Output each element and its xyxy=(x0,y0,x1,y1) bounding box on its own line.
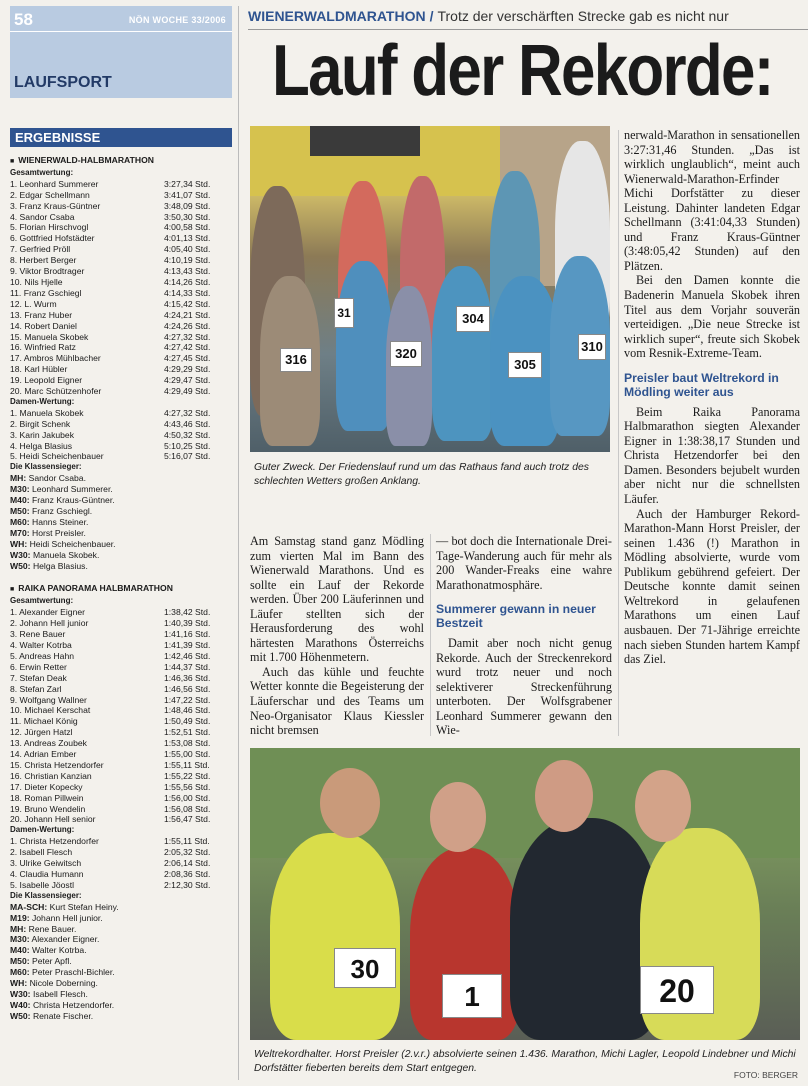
class-winner-name: Renate Fischer. xyxy=(32,1010,94,1021)
result-name: 2. Isabell Flesch xyxy=(10,847,73,858)
result-row xyxy=(10,332,232,343)
result-name: 5. Florian Hirschvogl xyxy=(10,222,89,233)
photo-face xyxy=(635,770,691,842)
column-divider xyxy=(618,130,619,736)
result-time: 1:40,39 Std. xyxy=(164,618,211,629)
result-time: 3:41,07 Std. xyxy=(164,189,211,200)
result-time: 4:29,29 Std. xyxy=(164,364,211,375)
result-name: 4. Helga Blasius xyxy=(10,440,73,451)
result-time: 4:14,33 Std. xyxy=(164,287,211,298)
class-code: WH: xyxy=(10,538,28,549)
results-block-heading: ■ WIENERWALD-HALBMARATHON xyxy=(10,155,232,168)
result-time: 2:06,14 Std. xyxy=(164,858,211,869)
photo-runner xyxy=(510,818,660,1040)
result-time: 1:56,08 Std. xyxy=(164,803,211,814)
class-code: M40: xyxy=(10,945,30,956)
class-winners-label: Die Klassensieger: xyxy=(10,462,82,472)
result-row xyxy=(10,793,232,804)
photo-runner xyxy=(270,833,400,1040)
result-time: 4:05,40 Std. xyxy=(164,244,211,255)
class-winner xyxy=(10,945,232,956)
result-row xyxy=(10,408,232,419)
result-row xyxy=(10,880,232,891)
class-code: M60: xyxy=(10,967,30,978)
photo-sign xyxy=(310,126,420,156)
class-winner-name: Franz Kraus-Güntner. xyxy=(31,495,115,506)
class-winner-name: Manuela Skobek. xyxy=(32,549,100,560)
result-name: 17. Dieter Kopecky xyxy=(10,781,83,792)
result-time: 4:43,46 Std. xyxy=(164,418,211,429)
result-time: 1:56,47 Std. xyxy=(164,814,211,825)
page-header-band xyxy=(10,6,232,98)
result-time: 1:42,46 Std. xyxy=(164,650,211,661)
result-row xyxy=(10,342,232,353)
result-row xyxy=(10,419,232,430)
result-time: 3:48,09 Std. xyxy=(164,200,211,211)
class-winner xyxy=(10,924,232,935)
result-row xyxy=(10,244,232,255)
class-winner xyxy=(10,1011,232,1022)
result-name: 5. Heidi Scheichenbauer xyxy=(10,451,104,462)
results-sidebar xyxy=(0,0,236,1086)
result-row xyxy=(10,629,232,640)
result-row xyxy=(10,222,232,233)
photo-face xyxy=(320,768,380,838)
result-row xyxy=(10,618,232,629)
result-name: 3. Karin Jakubek xyxy=(10,429,75,440)
result-row xyxy=(10,749,232,760)
result-time: 4:24,26 Std. xyxy=(164,320,211,331)
results-block-heading: ■ RAIKA PANORAMA HALBMARATHON xyxy=(10,583,232,596)
result-row xyxy=(10,858,232,869)
result-time: 1:47,22 Std. xyxy=(164,694,211,705)
class-winner xyxy=(10,484,232,495)
article-paragraph: Beim Raika Panorama Halbmarathon siegten Alexander Eigner in 1:38:38,17 Stunden und Christa Hetzendorfer bei den Damen. Besonders bejubelt wurden aber nicht nur die schnellsten Läufer. xyxy=(624,404,800,507)
result-time: 1:50,49 Std. xyxy=(164,716,211,727)
class-code: W40: xyxy=(10,999,31,1010)
race-bib: 20 xyxy=(640,966,714,1014)
class-code: M50: xyxy=(10,956,30,967)
class-winner-name: Alexander Eigner. xyxy=(31,934,100,945)
result-row xyxy=(10,847,232,858)
result-row xyxy=(10,441,232,452)
race-bib: 304 xyxy=(456,306,490,332)
result-time: 4:27,45 Std. xyxy=(164,353,211,364)
class-code: WH: xyxy=(10,978,28,989)
result-row xyxy=(10,640,232,651)
race-bib: 316 xyxy=(280,348,312,372)
result-row xyxy=(10,190,232,201)
class-winner-name: Isabell Flesch. xyxy=(32,988,88,999)
result-time: 1:56,00 Std. xyxy=(164,792,211,803)
class-winner-name: Leonhard Summerer. xyxy=(31,484,113,495)
result-name: 2. Edgar Schellmann xyxy=(10,189,90,200)
class-winner xyxy=(10,902,232,913)
result-time: 4:13,43 Std. xyxy=(164,266,211,277)
result-name: 5. Isabelle Jöostl xyxy=(10,879,75,890)
class-code: M60: xyxy=(10,516,30,527)
photo-credit: FOTO: BERGER xyxy=(733,1070,798,1080)
result-name: 17. Ambros Mühlbacher xyxy=(10,353,101,364)
class-winner xyxy=(10,561,232,572)
result-name: 18. Karl Hübler xyxy=(10,364,68,375)
result-row xyxy=(10,299,232,310)
result-row xyxy=(10,771,232,782)
result-row xyxy=(10,607,232,618)
result-name: 11. Franz Gschiegl xyxy=(10,287,82,298)
class-winner xyxy=(10,528,232,539)
class-code: W30: xyxy=(10,549,31,560)
result-time: 1:55,00 Std. xyxy=(164,749,211,760)
result-row xyxy=(10,716,232,727)
headline: Lauf der Rekorde: xyxy=(272,31,773,111)
class-winner xyxy=(10,956,232,967)
column-divider xyxy=(238,6,239,1080)
photo-face xyxy=(535,760,593,832)
result-name: 4. Sandor Csaba xyxy=(10,211,75,222)
race-bib: 1 xyxy=(442,974,502,1018)
photo2-caption: Weltrekordhalter. Horst Preisler (2.v.r.) absolvierte seinen 1.436. Marathon, Michi Lagler, Leopold Lindebner und Michi Dorfstätter fieberten bereits dem Start entgegen. xyxy=(254,1049,796,1074)
race-bib: 31 xyxy=(334,298,354,328)
result-row xyxy=(10,695,232,706)
result-time: 4:27,32 Std. xyxy=(164,407,211,418)
result-name: 4. Walter Kotrba xyxy=(10,639,72,650)
class-winner xyxy=(10,550,232,561)
result-name: 2. Birgit Schenk xyxy=(10,418,71,429)
class-winner xyxy=(10,473,232,484)
article-paragraph: Damit aber noch nicht genug Rekorde. Auch der Streckenrekord wurd trotz neuer und noch selektiverer Streckenführung unterboten. Der Wolfsgrabener Leonhard Summerer gewann den Wie- xyxy=(436,636,612,738)
result-row xyxy=(10,804,232,815)
class-winner xyxy=(10,913,232,924)
page-number: 58 xyxy=(14,10,33,29)
class-winner-name: Franz Gschiegl. xyxy=(31,506,93,516)
result-row xyxy=(10,662,232,673)
header-divider xyxy=(10,31,232,32)
result-time: 1:52,51 Std. xyxy=(164,727,211,738)
class-code: MA-SCH: xyxy=(10,901,48,912)
result-time: 4:29,47 Std. xyxy=(164,375,211,386)
result-row xyxy=(10,651,232,662)
result-row xyxy=(10,673,232,684)
result-time: 4:01,13 Std. xyxy=(164,233,211,244)
class-code: M30: xyxy=(10,934,30,945)
result-time: 1:53,08 Std. xyxy=(164,738,211,749)
kicker-text: Trotz der verschärften Strecke gab es nicht nur xyxy=(437,8,729,24)
class-winner-name: Heidi Scheichenbauer. xyxy=(29,538,116,549)
class-winner xyxy=(10,967,232,978)
class-winner-name: Johann Hell junior. xyxy=(31,912,103,923)
result-time: 1:41,39 Std. xyxy=(164,639,211,650)
result-name: 3. Franz Kraus-Güntner xyxy=(10,200,101,211)
article-column-1 xyxy=(250,534,424,738)
class-code: W30: xyxy=(10,988,31,999)
result-time: 4:00,58 Std. xyxy=(164,222,211,233)
result-row xyxy=(10,179,232,190)
class-code: M40: xyxy=(10,495,30,506)
result-name: 2. Johann Hell junior xyxy=(10,618,89,629)
article-paragraph: — bot doch die Internationale Drei-Tage-Wanderung auch für mehr als 200 Wander-Freaks eine wahre Marathonatmosphäre. xyxy=(436,534,612,592)
result-name: 11. Michael König xyxy=(10,716,78,727)
result-time: 3:50,30 Std. xyxy=(164,211,211,222)
result-name: 12. L. Wurm xyxy=(10,298,57,309)
result-time: 4:24,21 Std. xyxy=(164,309,211,320)
class-winner xyxy=(10,506,232,517)
class-winner-name: Hanns Steiner. xyxy=(31,516,89,527)
result-name: 16. Christian Kanzian xyxy=(10,770,92,781)
result-name: 3. Rene Bauer xyxy=(10,629,66,640)
result-row xyxy=(10,684,232,695)
result-name: 19. Bruno Wendelin xyxy=(10,803,86,814)
result-row xyxy=(10,782,232,793)
result-name: 14. Robert Daniel xyxy=(10,320,77,331)
result-name: 15. Manuela Skobek xyxy=(10,331,89,342)
article-paragraph: Auch der Hamburger Rekord-Marathon-Mann Horst Preisler, der seinen 1.436 (!) Marathon in Mödling absolvierte, wurde vom Publikum gebührend gefeiert. Der Deutsche konnte damit seinen Weltrekord in gelaufenen Marathons um einen Lauf ausbauen. Der 71-Jährige erreichte nach sieben Stunden hartem Kampf das Ziel. xyxy=(624,506,800,667)
race-bib: 310 xyxy=(578,334,606,360)
result-name: 5. Andreas Hahn xyxy=(10,650,75,661)
result-name: 20. Marc Schützenhofer xyxy=(10,386,102,397)
result-time: 1:55,22 Std. xyxy=(164,770,211,781)
result-time: 3:27,34 Std. xyxy=(164,178,211,189)
result-name: 10. Michael Kerschat xyxy=(10,705,91,716)
result-time: 1:55,56 Std. xyxy=(164,781,211,792)
result-name: 18. Roman Pillwein xyxy=(10,792,84,803)
class-winner-name: Peter Apfl. xyxy=(31,956,72,967)
result-row xyxy=(10,310,232,321)
photo-face xyxy=(430,782,486,852)
result-row xyxy=(10,375,232,386)
result-name: 19. Leopold Eigner xyxy=(10,375,83,386)
kicker-line xyxy=(248,8,808,28)
result-name: 1. Leonhard Summerer xyxy=(10,178,99,189)
class-winner xyxy=(10,989,232,1000)
class-winner-name: Sandor Csaba. xyxy=(28,473,86,484)
article-column-3 xyxy=(624,128,800,667)
result-time: 4:14,26 Std. xyxy=(164,276,211,287)
class-winner-name: Walter Kotrba. xyxy=(31,945,87,956)
result-time: 4:50,32 Std. xyxy=(164,429,211,440)
result-time: 1:55,11 Std. xyxy=(164,759,210,770)
result-time: 1:41,16 Std. xyxy=(164,629,211,640)
column-divider xyxy=(430,534,431,736)
results-list xyxy=(10,153,232,1022)
class-winner xyxy=(10,978,232,989)
result-row xyxy=(10,353,232,364)
class-code: W50: xyxy=(10,1010,31,1021)
result-time: 1:44,37 Std. xyxy=(164,661,211,672)
results-group-label: Damen-Wertung: xyxy=(10,825,75,835)
result-row xyxy=(10,738,232,749)
result-name: 4. Claudia Humann xyxy=(10,869,84,879)
result-time: 5:10,25 Std. xyxy=(164,440,211,451)
race-bib: 320 xyxy=(390,341,422,367)
result-row xyxy=(10,869,232,880)
photo1-caption: Guter Zweck. Der Friedenslauf rund um das Rathaus fand auch trotz des schlechten Wetters großen Anklang. xyxy=(254,462,589,487)
result-name: 20. Johann Hell senior xyxy=(10,814,96,825)
article-paragraph: Am Samstag stand ganz Mödling zum vierten Mal im Bann des Wienerwald Marathons. Und es sollte ein Lauf der Rekorde werden. Über 200 Läuferinnen und Läufer stellten sich der Herausforderung des wohl härtesten Marathons Österreichs mit 1.700 Höhenmetern. xyxy=(250,534,424,665)
result-name: 10. Nils Hjelle xyxy=(10,276,63,287)
result-row xyxy=(10,814,232,825)
results-group-label: Gesamtwertung: xyxy=(10,167,74,177)
photo-record-holders xyxy=(250,748,800,1040)
result-name: 3. Ulrike Geiwitsch xyxy=(10,858,82,869)
result-name: 12. Jürgen Hatzl xyxy=(10,727,73,738)
kicker-separator: / xyxy=(429,8,434,24)
result-row xyxy=(10,451,232,462)
result-time: 4:29,49 Std. xyxy=(164,386,211,397)
race-bib: 30 xyxy=(334,948,396,988)
result-name: 6. Erwin Retter xyxy=(10,661,67,672)
class-winner xyxy=(10,934,232,945)
result-row xyxy=(10,255,232,266)
result-time: 4:27,42 Std. xyxy=(164,342,211,353)
class-winners-label: Die Klassensieger: xyxy=(10,890,82,900)
result-name: 15. Christa Hetzendorfer xyxy=(10,759,104,770)
photo-child xyxy=(336,261,392,431)
result-name: 7. Gerfried Pröll xyxy=(10,244,71,255)
results-group-label: Gesamtwertung: xyxy=(10,596,74,606)
result-name: 13. Franz Huber xyxy=(10,309,73,320)
result-name: 13. Andreas Zoubek xyxy=(10,738,87,749)
photo-child xyxy=(432,266,494,441)
class-code: M30: xyxy=(10,484,30,495)
result-time: 4:27,32 Std. xyxy=(164,331,211,342)
class-winner-name: Rene Bauer. xyxy=(28,923,77,934)
result-time: 4:15,42 Std. xyxy=(164,298,211,309)
result-row xyxy=(10,760,232,771)
result-row xyxy=(10,705,232,716)
class-winner-name: Christa Hetzendorfer. xyxy=(32,999,115,1010)
result-name: 1. Christa Hetzendorfer xyxy=(10,836,99,847)
article-column-2 xyxy=(436,534,612,738)
result-row xyxy=(10,321,232,332)
article-paragraph: Auch das kühle und feuchte Wetter konnte die Begeisterung der Läuferschar und des Teams um Neo-Organisator Klaus Kiessler nicht bremsen xyxy=(250,664,424,738)
result-row xyxy=(10,212,232,223)
result-name: 7. Stefan Deak xyxy=(10,672,67,683)
result-name: 14. Adrian Ember xyxy=(10,749,77,760)
class-code: M70: xyxy=(10,527,30,538)
result-row xyxy=(10,727,232,738)
result-name: 16. Winfried Ratz xyxy=(10,342,76,353)
section-title: LAUFSPORT xyxy=(14,74,112,91)
block-gap xyxy=(10,571,232,581)
result-name: 8. Herbert Berger xyxy=(10,255,77,266)
result-time: 2:05,32 Std. xyxy=(164,847,211,858)
class-code: MH: xyxy=(10,473,27,484)
result-name: 1. Alexander Eigner xyxy=(10,607,86,618)
kicker-topic: WIENERWALDMARATHON xyxy=(248,8,426,24)
result-name: 9. Wolfgang Wallner xyxy=(10,694,87,705)
class-winner xyxy=(10,1000,232,1011)
class-winner-name: Peter Praschl-Bichler. xyxy=(31,967,115,978)
class-code: MH: xyxy=(10,923,27,934)
result-name: 6. Gottfried Hofstädter xyxy=(10,233,95,244)
result-time: 2:08,36 Std. xyxy=(164,869,211,879)
result-row xyxy=(10,201,232,212)
result-time: 1:46,36 Std. xyxy=(164,672,211,683)
result-row xyxy=(10,288,232,299)
class-winner-name: Kurt Stefan Heiny. xyxy=(49,901,119,912)
result-row xyxy=(10,430,232,441)
result-time: 1:46,56 Std. xyxy=(164,683,211,694)
result-time: 1:48,46 Std. xyxy=(164,705,211,716)
result-row xyxy=(10,836,232,847)
result-time: 1:38,42 Std. xyxy=(164,607,211,618)
result-time: 1:55,11 Std. xyxy=(164,836,210,847)
class-code: W50: xyxy=(10,560,31,571)
results-group-label: Damen-Wertung: xyxy=(10,396,75,406)
class-winner xyxy=(10,517,232,528)
result-name: 1. Manuela Skobek xyxy=(10,407,84,418)
result-row xyxy=(10,386,232,397)
class-winner-name: Horst Preisler. xyxy=(31,527,86,538)
class-winner xyxy=(10,495,232,506)
result-row xyxy=(10,277,232,288)
class-code: M50: xyxy=(10,506,30,516)
result-name: 9. Viktor Brodtrager xyxy=(10,266,85,277)
class-winner-name: Nicole Doberning. xyxy=(29,978,98,989)
subheading: Preisler baut Weltrekord in Mödling weiter aus xyxy=(624,370,779,399)
class-code: M19: xyxy=(10,912,30,923)
result-row xyxy=(10,266,232,277)
photo-children-runners xyxy=(250,126,610,452)
result-time: 5:16,07 Std. xyxy=(164,451,211,462)
article-paragraph: nerwald-Marathon in sensationellen 3:27:31,46 Stunden. „Das ist wirklich unglaublich“, meint auch Wienerwald-Marathon-Erfinder Michi Dorfstätter zu dieser Leistung. Dahinter landeten Edgar Schellmann (3:41:04,33 Stunden) und Franz Kraus-Güntner (3:48:05,42 Stunden) auf den Plätzen. xyxy=(624,128,800,273)
result-time: 4:10,19 Std. xyxy=(164,255,211,266)
results-title: ERGEBNISSE xyxy=(10,128,232,147)
result-row xyxy=(10,364,232,375)
issue-label: NÖN WOCHE 33/2006 xyxy=(128,15,226,25)
class-winner xyxy=(10,539,232,550)
result-row xyxy=(10,233,232,244)
race-bib: 305 xyxy=(508,352,542,378)
result-name: 8. Stefan Zarl xyxy=(10,683,62,694)
class-winner-name: Helga Blasius. xyxy=(32,560,88,571)
subheading: Summerer gewann in neuer Bestzeit xyxy=(436,602,596,631)
result-time: 2:12,30 Std. xyxy=(164,879,211,890)
article-paragraph: Bei den Damen konnte die Badenerin Manuela Skobek ihren Titel aus dem Vorjahr souverän verteidigen. „Die neue Strecke ist wirklich super“, freute sich Skobek vom Resnik-Extreme-Team. xyxy=(624,273,800,361)
